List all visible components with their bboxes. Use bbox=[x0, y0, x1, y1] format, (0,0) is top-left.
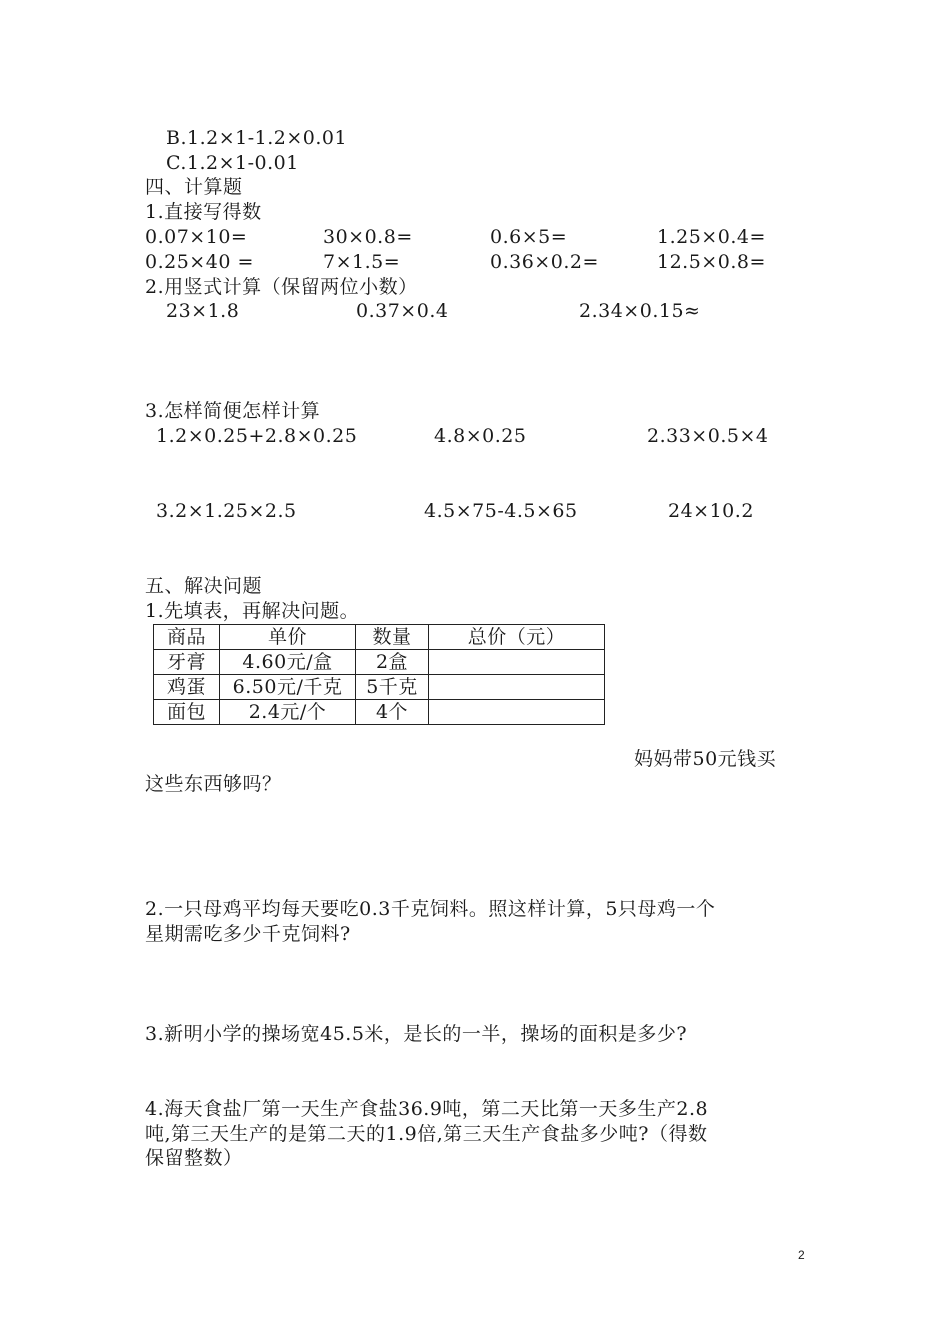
q3-row1-item: 4.8×0.25 bbox=[434, 425, 527, 447]
s5-q2-line1: 2.一只母鸡平均每天要吃0.3千克饲料。照这样计算，5只母鸡一个 bbox=[145, 898, 716, 920]
table-row bbox=[154, 675, 605, 700]
s5-q2-line2: 星期需吃多少千克饲料? bbox=[145, 923, 351, 945]
table-cell: 鸡蛋 bbox=[154, 675, 220, 700]
option-c: C.1.2×1-0.01 bbox=[166, 152, 299, 174]
q2-item: 23×1.8 bbox=[166, 300, 240, 322]
s5-q4-line1: 4.海天食盐厂第一天生产食盐36.9吨，第二天比第一天多生产2.8 bbox=[145, 1098, 709, 1120]
s5-q1-question-part2: 这些东西够吗？ bbox=[145, 773, 282, 795]
q2-item: 0.37×0.4 bbox=[356, 300, 449, 322]
s5-q1-question-part1: 妈妈带50元钱买 bbox=[634, 748, 777, 770]
s5-q1-title: 1.先填表，再解决问题。 bbox=[145, 600, 360, 622]
table-cell: 面包 bbox=[154, 700, 220, 725]
q1-row1-item: 0.6×5= bbox=[490, 226, 568, 248]
table-row bbox=[154, 700, 605, 725]
q2-title: 2.用竖式计算（保留两位小数） bbox=[145, 276, 418, 298]
section4-title: 四、计算题 bbox=[145, 176, 243, 198]
table-header-cell: 商品 bbox=[154, 625, 220, 650]
table-cell: 2盒 bbox=[356, 650, 429, 675]
table-cell bbox=[429, 700, 605, 725]
table-cell: 6.50元/千克 bbox=[220, 675, 356, 700]
table-cell bbox=[429, 650, 605, 675]
option-b: B.1.2×1-1.2×0.01 bbox=[166, 127, 348, 149]
q1-row1-item: 30×0.8= bbox=[323, 226, 413, 248]
s5-q4-line3: 保留整数） bbox=[145, 1147, 243, 1169]
table-header-cell: 总价（元） bbox=[429, 625, 605, 650]
table-row bbox=[154, 650, 605, 675]
q3-row1-item: 2.33×0.5×4 bbox=[647, 425, 769, 447]
q2-item: 2.34×0.15≈ bbox=[579, 300, 701, 322]
table-cell: 4.60元/盒 bbox=[220, 650, 356, 675]
s5-q3-line1: 3.新明小学的操场宽45.5米，是长的一半，操场的面积是多少? bbox=[145, 1023, 688, 1045]
q3-row2-item: 4.5×75-4.5×65 bbox=[424, 500, 578, 522]
table-cell: 牙膏 bbox=[154, 650, 220, 675]
table-header-cell: 单价 bbox=[220, 625, 356, 650]
q3-row1-item: 1.2×0.25+2.8×0.25 bbox=[156, 425, 358, 447]
q3-row2-item: 24×10.2 bbox=[668, 500, 754, 522]
q1-row2-item: 7×1.5= bbox=[323, 251, 401, 273]
q1-row2-item: 12.5×0.8= bbox=[657, 251, 766, 273]
q1-row1-item: 0.07×10= bbox=[145, 226, 248, 248]
table-cell: 5千克 bbox=[356, 675, 429, 700]
price-table bbox=[153, 624, 605, 725]
q1-row2-item: 0.25×40 = bbox=[145, 251, 254, 273]
table-cell: 4个 bbox=[356, 700, 429, 725]
q1-row2-item: 0.36×0.2= bbox=[490, 251, 599, 273]
page-number: 2 bbox=[798, 1248, 805, 1262]
q1-title: 1.直接写得数 bbox=[145, 201, 262, 223]
table-header-row bbox=[154, 625, 605, 650]
table-header-cell: 数量 bbox=[356, 625, 429, 650]
q3-row2-item: 3.2×1.25×2.5 bbox=[156, 500, 297, 522]
q3-title: 3.怎样简便怎样计算 bbox=[145, 400, 321, 422]
table-cell bbox=[429, 675, 605, 700]
q1-row1-item: 1.25×0.4= bbox=[657, 226, 766, 248]
s5-q4-line2: 吨,第三天生产的是第二天的1.9倍,第三天生产食盐多少吨?（得数 bbox=[145, 1123, 708, 1145]
table-cell: 2.4元/个 bbox=[220, 700, 356, 725]
section5-title: 五、解决问题 bbox=[145, 575, 263, 597]
